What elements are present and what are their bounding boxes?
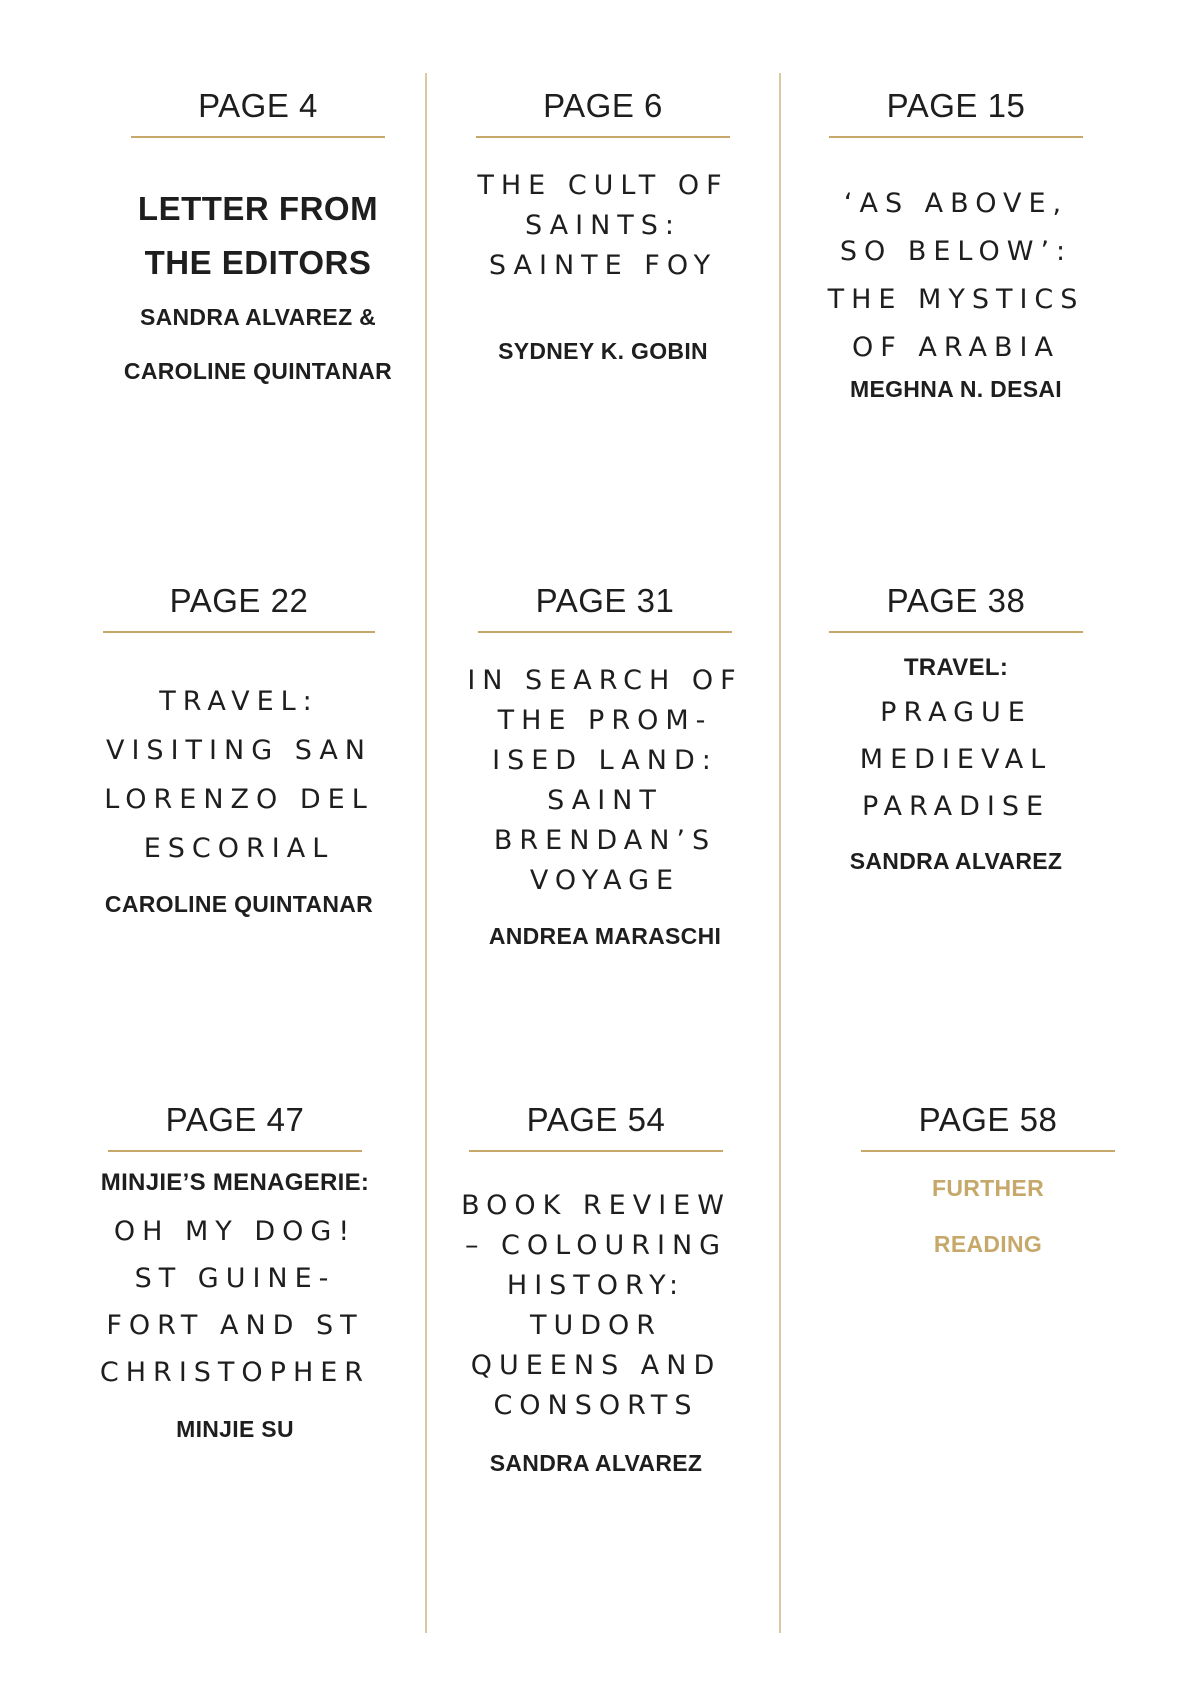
- entry-title: THE CULT OF SAINTS: SAINTE FOY: [477, 170, 729, 281]
- entry-author: SANDRA ALVAREZ & CAROLINE QUINTANAR: [123, 304, 393, 384]
- entry-title: PRAGUE MEDIEVAL PARADISE: [859, 697, 1053, 822]
- toc-entry-page-31[interactable]: [455, 581, 755, 963]
- toc-entry-page-54[interactable]: [446, 1100, 746, 1490]
- toc-entry-page-22[interactable]: [89, 581, 389, 931]
- entry-author: SANDRA ALVAREZ: [489, 1450, 703, 1476]
- entry-title: IN SEARCH OF THE PROM- ISED LAND: SAINT BRENDAN’S VOYAGE: [467, 665, 743, 896]
- column-divider-right: [779, 73, 781, 1633]
- entry-title: BOOK REVIEW – COLOURING HISTORY: TUDOR QUEENS AND CONSORTS: [461, 1190, 731, 1421]
- entry-author: CAROLINE QUINTANAR: [104, 891, 374, 917]
- entry-author: ANDREA MARASCHI: [488, 923, 722, 949]
- toc-entry-page-38[interactable]: [806, 581, 1106, 888]
- entry-title: OH MY DOG! ST GUINE- FORT AND ST CHRISTOPHER: [99, 1216, 371, 1388]
- toc-entry-page-4[interactable]: [108, 86, 408, 398]
- page-number: PAGE 15: [829, 86, 1083, 138]
- page-number: PAGE 38: [829, 581, 1083, 633]
- page-number: PAGE 6: [476, 86, 730, 138]
- entry-title: LETTER FROM THE EDITORS: [137, 190, 379, 281]
- entry-author: SYDNEY K. GOBIN: [498, 338, 708, 364]
- entry-kicker: TRAVEL:: [903, 654, 1009, 681]
- toc-entry-page-58[interactable]: [838, 1100, 1138, 1272]
- column-divider-left: [425, 73, 427, 1633]
- page-number: PAGE 4: [131, 86, 385, 138]
- entry-title: ‘AS ABOVE, SO BELOW’: THE MYSTICS OF ARABIA: [827, 188, 1085, 363]
- page-number: PAGE 54: [469, 1100, 723, 1152]
- toc-entry-page-47[interactable]: [85, 1100, 385, 1456]
- entry-author: MINJIE SU: [176, 1416, 294, 1442]
- entry-author: SANDRA ALVAREZ: [849, 848, 1063, 874]
- toc-entry-page-6[interactable]: [453, 86, 753, 378]
- page-number: PAGE 22: [103, 581, 375, 633]
- entry-author: MEGHNA N. DESAI: [850, 376, 1062, 402]
- entry-title: TRAVEL: VISITING SAN LORENZO DEL ESCORIAL: [104, 686, 374, 864]
- further-reading-link[interactable]: FURTHER READING: [932, 1175, 1044, 1257]
- page-number: PAGE 31: [478, 581, 732, 633]
- toc-entry-page-15[interactable]: [806, 86, 1106, 406]
- entry-kicker: MINJIE’S MENAGERIE:: [100, 1169, 370, 1196]
- page-number: PAGE 47: [108, 1100, 362, 1152]
- page-number: PAGE 58: [861, 1100, 1115, 1152]
